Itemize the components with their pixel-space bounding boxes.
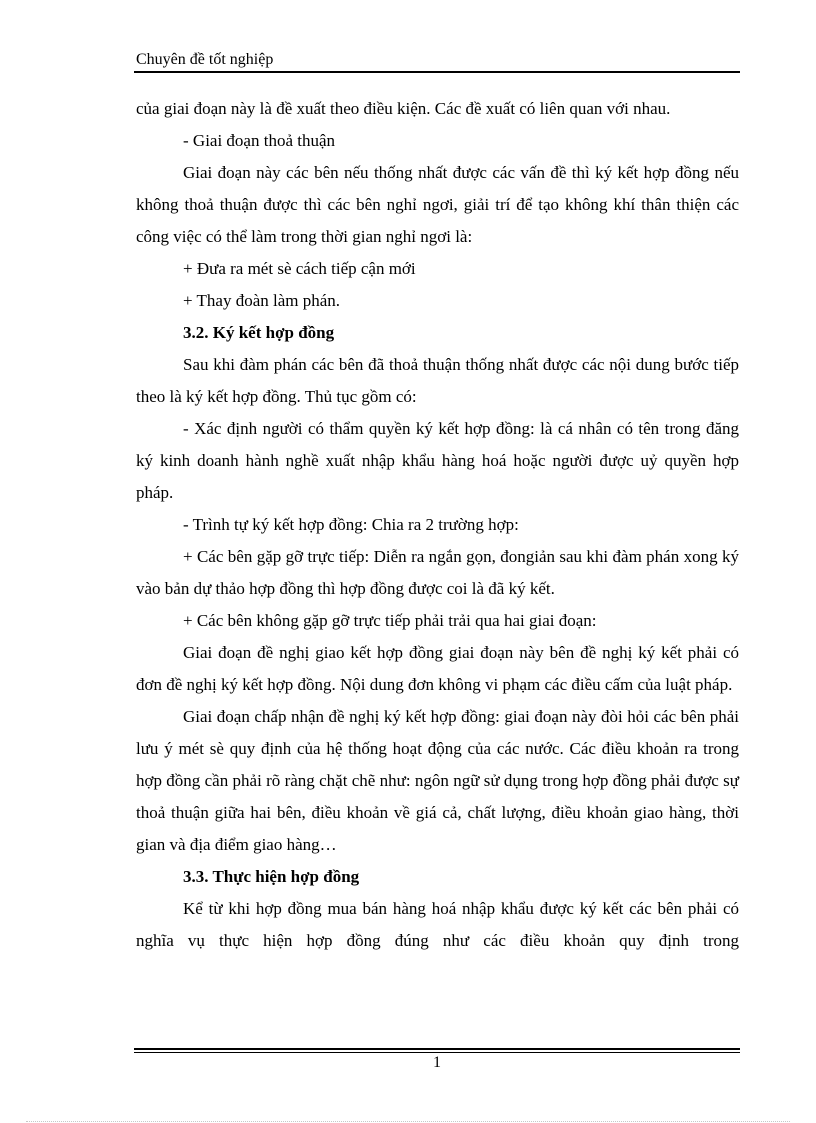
footer-rule	[134, 1052, 740, 1053]
header-title: Chuyên đề tốt nghiệp	[136, 51, 274, 68]
body-text	[136, 93, 739, 957]
paragraph: Giai đoạn đề nghị giao kết hợp đồng giai đoạn này bên đề nghị ký kết phải có đơn đề nghị ký kết hợp đồng. Nội dung đơn không vi phạm các điều cấm của luật pháp.	[136, 643, 739, 694]
paragraph: của giai đoạn này là đề xuất theo điều kiện. Các đề xuất có liên quan với nhau.	[136, 99, 671, 118]
paragraph: - Giai đoạn thoả thuận	[183, 131, 336, 150]
page-number: 1	[433, 1054, 441, 1071]
paragraph: - Xác định người có thẩm quyền ký kết hợp đồng: là cá nhân có tên trong đăng ký kinh doanh hành nghề xuất nhập khẩu hàng hoá hoặc người được uỷ quyền hợp pháp.	[136, 419, 739, 502]
paragraph: - Trình tự ký kết hợp đồng: Chia ra 2 trường hợp:	[183, 515, 519, 534]
section-heading: 3.2. Ký kết hợp đồng	[183, 323, 335, 342]
section-heading: 3.3. Thực hiện hợp đồng	[183, 867, 360, 886]
list-item: + Thay đoàn làm phán.	[183, 291, 341, 310]
page-edge-divider	[26, 1121, 790, 1122]
paragraph: Sau khi đàm phán các bên đã thoả thuận thống nhất được các nội dung bước tiếp theo là ký kết hợp đồng. Thủ tục gồm có:	[136, 355, 739, 406]
paragraph: Giai đoạn chấp nhận đề nghị ký kết hợp đồng: giai đoạn này đòi hỏi các bên phải lưu ý mét sè quy định của hệ thống hoạt động của các nước. Các điều khoản ra trong hợp đồng cần phải rõ ràng chặt chẽ như: ngôn ngữ sử dụng trong hợp đồng phải được sự thoả thuận giữa hai bên, điều khoản về giá cả, chất lượng, điều khoản giao hàng, thời gian và địa điểm giao hàng…	[136, 707, 739, 854]
list-item: + Đưa ra mét sè cách tiếp cận mới	[183, 259, 416, 278]
paragraph: Giai đoạn này các bên nếu thống nhất được các vấn đề thì ký kết hợp đồng nếu không thoả thuận được thì các bên nghỉ ngơi, giải trí để tạo không khí thân thiện các công việc có thể làm trong thời gian nghỉ ngơi là:	[136, 163, 739, 246]
header-rule	[134, 71, 740, 73]
paragraph: + Các bên gặp gỡ trực tiếp: Diễn ra ngắn gọn, đongiản sau khi đàm phán xong ký vào bản dự thảo hợp đồng thì hợp đồng được coi là đã ký kết.	[136, 547, 739, 598]
page-footer	[134, 1048, 740, 1078]
paragraph: Kể từ khi hợp đồng mua bán hàng hoá nhập khẩu được ký kết các bên phải có nghĩa vụ thực hiện hợp đồng đúng như các điều khoản quy định trong	[136, 899, 739, 950]
paragraph: + Các bên không gặp gỡ trực tiếp phải trải qua hai giai đoạn:	[183, 611, 597, 630]
footer-rule	[134, 1048, 740, 1050]
page-header	[134, 48, 740, 72]
